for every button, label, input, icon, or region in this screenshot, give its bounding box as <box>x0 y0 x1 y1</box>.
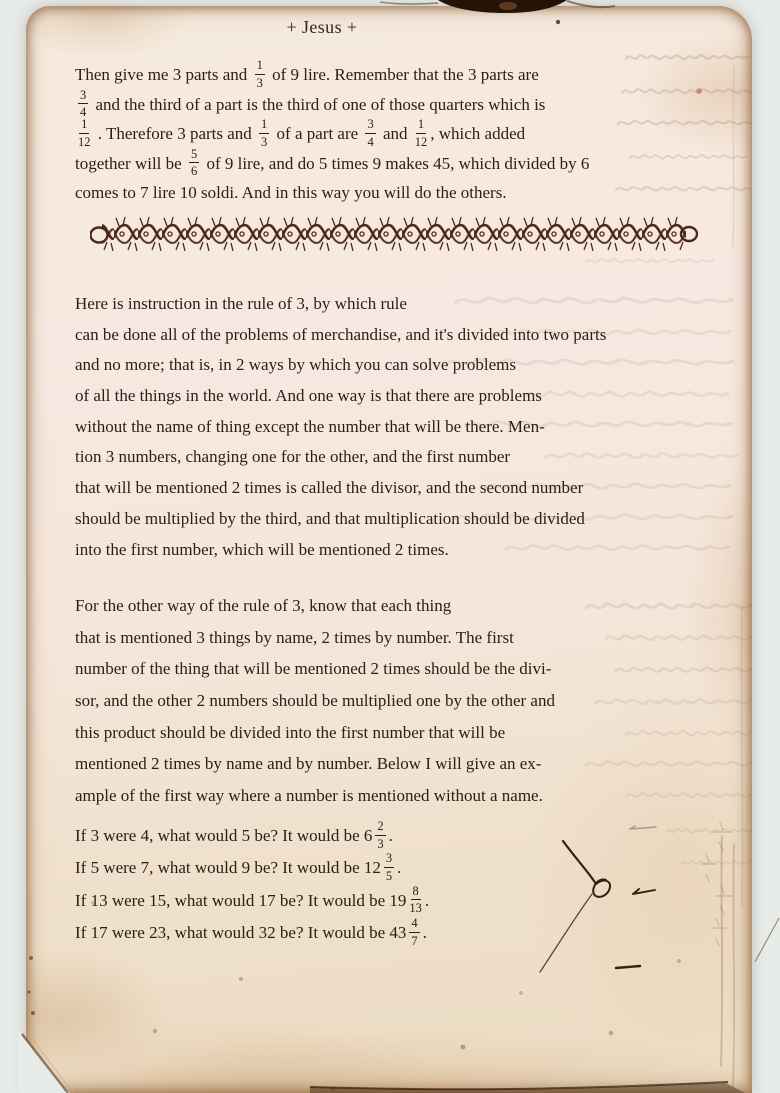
text-line: For the other way of the rule of 3, know that each thing <box>75 596 452 615</box>
stacked-fraction: $\frac{2}{3}$ <box>377 819 384 851</box>
text-line: that will be mentioned 2 times is called the divisor, and the second number <box>75 478 584 498</box>
paragraph-division-problem <box>75 60 589 208</box>
example-problem-lines <box>75 820 429 950</box>
stacked-fraction: $\frac{3}{4}$ <box>367 117 374 149</box>
paragraph-rule-of-three-first-way <box>75 289 606 565</box>
text-line: should be multiplied by the third, and that multiplication should be divided <box>75 508 585 528</box>
stacked-fraction: $\frac{4}{7}$ <box>411 916 418 948</box>
stacked-fraction: $\frac{1}{3}$ <box>261 117 268 149</box>
stacked-fraction: $\frac{1}{3}$ <box>256 58 263 90</box>
text-line: If 3 were 4, what would 5 be? It would be 6 $\frac{2}{3}$ . <box>75 819 393 851</box>
text-line: If 17 were 23, what would 32 be? It would be 43 $\frac{4}{7}$ . <box>75 916 427 948</box>
text-line: together will be $\frac{5}{6}$ of 9 lire, and do 5 times 9 makes 45, which divided by 6 <box>75 146 590 179</box>
text-line: comes to 7 lire 10 soldi. And in this way you will do the others. <box>75 183 507 203</box>
text-line: into the first number, which will be mentioned 2 times. <box>75 539 449 559</box>
text-line: without the name of thing except the number that will be there. Men- <box>75 416 545 436</box>
text-line: mentioned 2 times by name and by number. Below I will give an ex- <box>75 754 542 774</box>
text-line: of all the things in the world. And one way is that there are problems <box>75 386 542 406</box>
stacked-fraction: $\frac{1}{12}$ <box>78 117 91 149</box>
text-line: number of the thing that will be mentioned 2 times should be the divi- <box>75 659 552 679</box>
text-line: ample of the first way where a number is mentioned without a name. <box>75 786 543 806</box>
text-line: $\frac{1}{12}$ . Therefore 3 parts and $\frac{1}{3}$ of a part are $\frac{3}{4}$ and $\frac{1}{12}$ , which added <box>78 117 526 149</box>
text-line: that is mentioned 3 things by name, 2 times by number. The first <box>75 627 514 647</box>
manuscript-page <box>26 6 752 1093</box>
text-line: Then give me 3 parts and $\frac{1}{3}$ of 9 lire. Remember that the 3 parts are <box>75 58 539 90</box>
braided-rope-divider-ornament <box>90 215 698 253</box>
text-line: $\frac{3}{4}$ and the third of a part is the third of one of those quarters which is <box>80 87 546 120</box>
stacked-fraction: $\frac{1}{12}$ <box>414 117 428 149</box>
text-line: this product should be divided into the first number that will be <box>75 722 506 742</box>
stacked-fraction: $\frac{3}{4}$ <box>80 87 87 120</box>
stacked-fraction: $\frac{3}{5}$ <box>385 851 393 883</box>
stacked-fraction: $\frac{8}{13}$ <box>409 883 422 916</box>
paper-stain-specks <box>26 6 28 8</box>
text-line: If 5 were 7, what would 9 be? It would be 12 $\frac{3}{5}$ . <box>75 851 402 883</box>
page-title: + Jesus + <box>286 17 358 37</box>
paragraph-rule-of-three-other-way <box>75 590 555 812</box>
text-line: tion 3 numbers, changing one for the other, and the first number <box>75 447 511 467</box>
text-line: can be done all of the problems of merchandise, and it's divided into two parts <box>75 324 607 344</box>
text-line: and no more; that is, in 2 ways by which you can solve problems <box>75 355 516 375</box>
text-line: Here is instruction in the rule of 3, by which rule <box>75 294 407 313</box>
text-line: sor, and the other 2 numbers should be multiplied one by the other and <box>75 691 555 711</box>
stacked-fraction: $\frac{5}{6}$ <box>190 146 198 179</box>
text-line: If 13 were 15, what would 17 be? It would be 19 $\frac{8}{13}$ . <box>75 883 430 916</box>
